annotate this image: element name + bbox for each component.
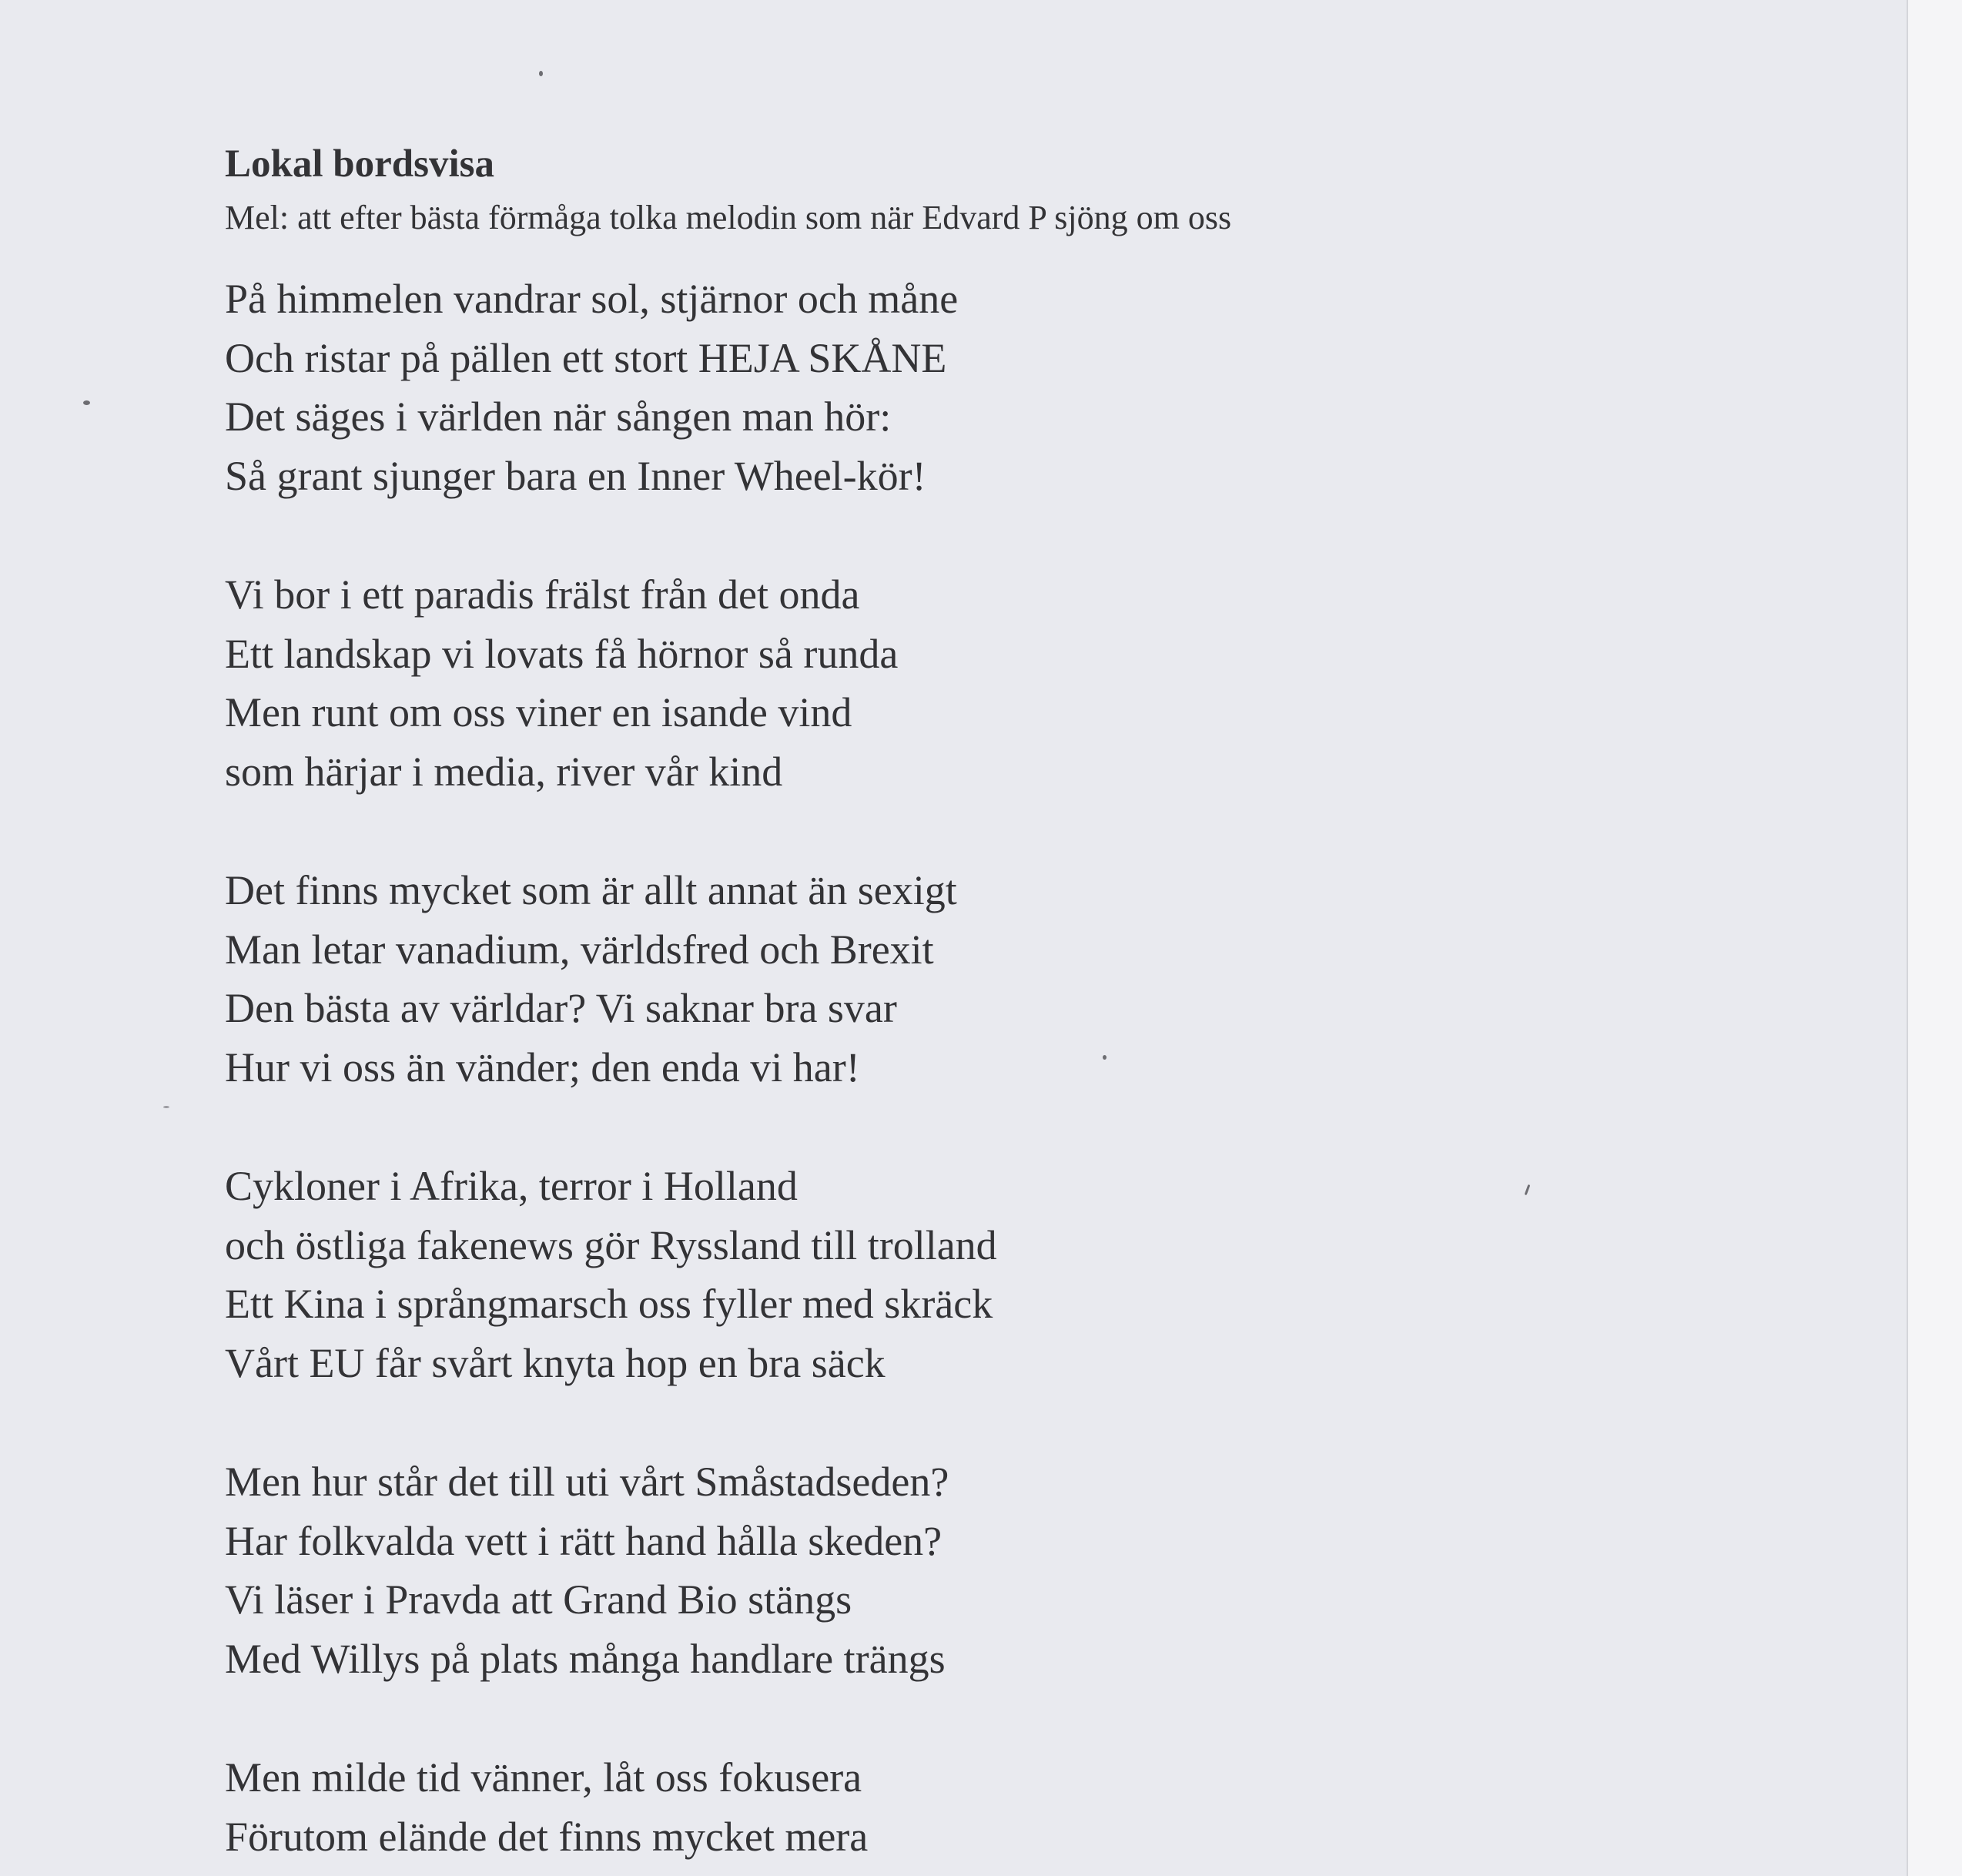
verse-line: Vi bor i ett paradis frälst från det onda xyxy=(225,571,860,618)
scan-speck xyxy=(163,1106,169,1108)
song-title: Lokal bordsvisa xyxy=(225,142,495,186)
verse-line: Men runt om oss viner en isande vind xyxy=(225,689,852,735)
verse-line: Så grant sjunger bara en Inner Wheel-kör! xyxy=(225,452,926,499)
scan-speck xyxy=(539,71,543,76)
verse-line: och östliga fakenews gör Ryssland till trolland xyxy=(225,1221,997,1268)
verse-line: Cykloner i Afrika, terror i Holland xyxy=(225,1163,798,1209)
stanza xyxy=(225,565,1231,801)
stanza xyxy=(225,1452,1231,1688)
page-edge xyxy=(1907,0,1962,1876)
stanza xyxy=(225,1157,1231,1392)
verse-line: Hur vi oss än vänder; den enda vi har! xyxy=(225,1044,860,1090)
verse-line: På himmelen vandrar sol, stjärnor och måne xyxy=(225,276,959,322)
scan-speck xyxy=(1525,1184,1531,1195)
verse-line: som härjar i media, river vår kind xyxy=(225,748,783,795)
verse-line: Det säges i världen när sången man hör: xyxy=(225,394,892,440)
stanza xyxy=(225,1748,1231,1866)
verse-line: Det finns mycket som är allt annat än sexigt xyxy=(225,867,957,913)
verse-line: Man letar vanadium, världsfred och Brexit xyxy=(225,926,934,973)
verse-line: Men hur står det till uti vårt Småstadseden? xyxy=(225,1459,949,1505)
verse-line: Och ristar på pällen ett stort HEJA SKÅNE xyxy=(225,334,947,381)
verse-line: Ett landskap vi lovats få hörnor så runda xyxy=(225,630,899,677)
stanza xyxy=(225,270,1231,505)
verse-line: Den bästa av världar? Vi saknar bra svar xyxy=(225,985,897,1031)
verse-line: Ett Kina i språngmarsch oss fyller med skräck xyxy=(225,1281,993,1327)
melody-note: Mel: att efter bästa förmåga tolka melodin som när Edvard P sjöng om oss xyxy=(225,199,1232,236)
verse-line: Med Willys på plats många handlare trängs xyxy=(225,1635,946,1682)
verse-line: Vi läser i Pravda att Grand Bio stängs xyxy=(225,1576,852,1623)
scan-speck xyxy=(83,400,90,405)
verse-line: Förutom elände det finns mycket mera xyxy=(225,1813,869,1860)
verse-line: Vårt EU får svårt knyta hop en bra säck xyxy=(225,1339,886,1386)
verse-line: Har folkvalda vett i rätt hand hålla skeden? xyxy=(225,1517,942,1564)
stanza xyxy=(225,861,1231,1097)
verse-line: Men milde tid vänner, låt oss fokusera xyxy=(225,1754,862,1801)
song-sheet xyxy=(225,137,1231,1876)
